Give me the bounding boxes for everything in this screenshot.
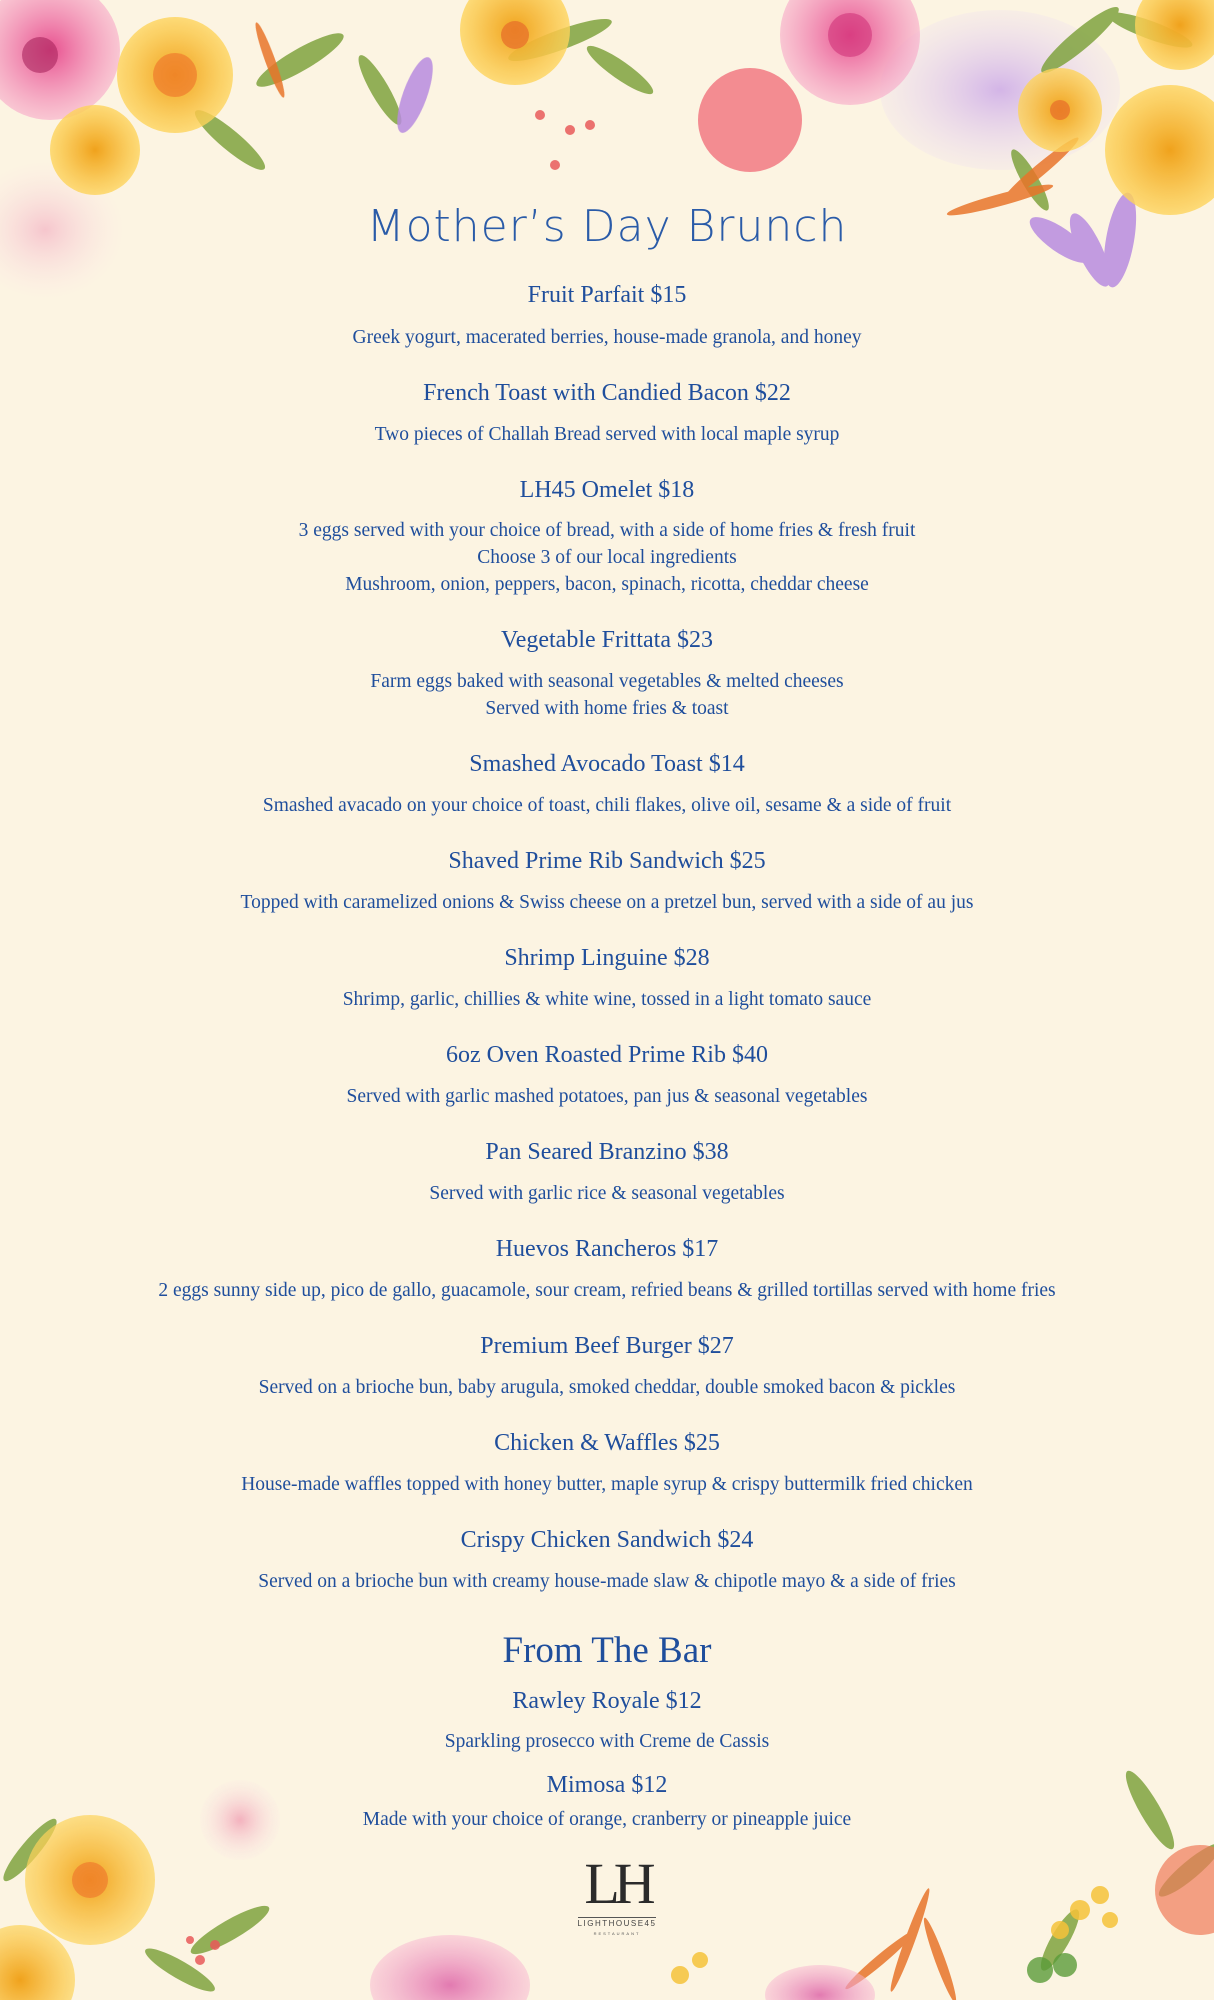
menu-item-desc: Served on a brioche bun, baby arugula, smoked cheddar, double smoked bacon & pickles: [258, 1377, 956, 1398]
menu-item-name: LH45 Omelet $18: [519, 477, 695, 503]
logo-brand: LIGHTHOUSE45: [577, 1919, 657, 1928]
menu-item-name: Fruit Parfait $15: [527, 282, 687, 308]
bar-item-desc: Sparkling prosecco with Creme de Cassis: [444, 1731, 770, 1752]
menu-item-name: Pan Seared Branzino $38: [485, 1139, 729, 1165]
menu-item-desc: Choose 3 of our local ingredients: [477, 547, 737, 568]
menu-item-desc: 3 eggs served with your choice of bread, with a side of home fries & fresh fruit: [298, 520, 916, 541]
menu-item-desc: Two pieces of Challah Bread served with local maple syrup: [374, 424, 840, 445]
menu-item-desc: Served with garlic rice & seasonal vegetables: [429, 1183, 785, 1204]
menu-item-desc: House-made waffles topped with honey butter, maple syrup & crispy buttermilk fried chicken: [241, 1474, 973, 1495]
menu-item-desc: Mushroom, onion, peppers, bacon, spinach, ricotta, cheddar cheese: [345, 574, 869, 595]
menu-item-desc: 2 eggs sunny side up, pico de gallo, guacamole, sour cream, refried beans & grilled tortillas served with home fries: [158, 1280, 1056, 1301]
menu-title: Mother’s Day Brunch: [366, 201, 848, 252]
restaurant-logo: [567, 1851, 667, 1936]
menu-item-name: Premium Beef Burger $27: [480, 1333, 734, 1359]
menu-item-desc: Greek yogurt, macerated berries, house-made granola, and honey: [352, 327, 862, 348]
menu-item-name: Vegetable Frittata $23: [501, 627, 713, 653]
menu-item-desc: Farm eggs baked with seasonal vegetables & melted cheeses: [370, 671, 844, 692]
menu-item-desc: Smashed avacado on your choice of toast, chili flakes, olive oil, sesame & a side of fruit: [262, 795, 952, 816]
menu-item-desc: Served on a brioche bun with creamy house-made slaw & chipotle mayo & a side of fries: [258, 1571, 956, 1592]
logo-monogram: LH: [584, 1851, 650, 1916]
menu-item-desc: Served with garlic mashed potatoes, pan jus & seasonal vegetables: [346, 1086, 868, 1107]
menu-item-name: French Toast with Candied Bacon $22: [423, 380, 791, 406]
menu-item-name: Shrimp Linguine $28: [504, 945, 710, 971]
bar-section-title: From The Bar: [502, 1630, 712, 1671]
menu-item-name: 6oz Oven Roasted Prime Rib $40: [446, 1042, 768, 1068]
logo-sub: RESTAURANT: [593, 1931, 641, 1936]
menu-item-name: Crispy Chicken Sandwich $24: [460, 1527, 754, 1553]
top-floral-decoration: [0, 0, 1214, 320]
bar-item-desc: Made with your choice of orange, cranberry or pineapple juice: [362, 1809, 852, 1830]
bar-item-name: Mimosa $12: [546, 1772, 668, 1798]
menu-item-name: Huevos Rancheros $17: [495, 1236, 719, 1262]
menu-item-name: Smashed Avocado Toast $14: [469, 751, 745, 777]
menu-item-name: Chicken & Waffles $25: [494, 1430, 720, 1456]
menu-item-desc: Served with home fries & toast: [485, 698, 729, 719]
menu-item-desc: Shrimp, garlic, chillies & white wine, tossed in a light tomato sauce: [342, 989, 872, 1010]
menu-item-desc: Topped with caramelized onions & Swiss cheese on a pretzel bun, served with a side of au jus: [240, 892, 974, 913]
menu-item-name: Shaved Prime Rib Sandwich $25: [448, 848, 766, 874]
bar-item-name: Rawley Royale $12: [512, 1688, 702, 1714]
